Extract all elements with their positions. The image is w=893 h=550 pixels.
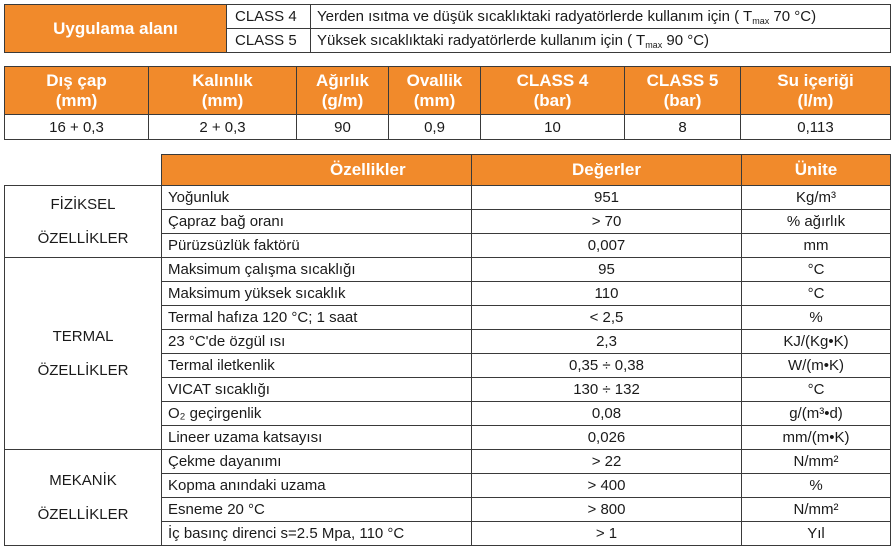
table-row xyxy=(5,258,891,282)
property-unit: KJ/(Kg•K) xyxy=(742,330,891,354)
property-value: > 22 xyxy=(472,450,742,474)
header-value: Değerler xyxy=(472,155,742,186)
property-name: Maksimum çalışma sıcaklığı xyxy=(162,258,472,282)
property-unit: g/(m³•d) xyxy=(742,402,891,426)
property-unit: N/mm² xyxy=(742,450,891,474)
property-unit: % xyxy=(742,306,891,330)
class4-value: 10 xyxy=(481,115,625,140)
property-name: İç basınç direnci s=2.5 Mpa, 110 °C xyxy=(162,522,472,546)
ovality-value: 0,9 xyxy=(389,115,481,140)
property-value: 0,026 xyxy=(472,426,742,450)
class-label: CLASS 4 xyxy=(227,5,311,29)
property-unit: °C xyxy=(742,378,891,402)
property-name: Yoğunluk xyxy=(162,186,472,210)
header-spacer xyxy=(5,155,162,186)
application-table xyxy=(4,4,891,53)
pipe-spec-table xyxy=(4,66,891,140)
header-ovality: Ovallik (mm) xyxy=(389,67,481,115)
property-value: > 1 xyxy=(472,522,742,546)
class-description: Yerden ısıtma ve düşük sıcaklıktaki radyatörlerde kullanım için ( $T_{max}$ 70 °C) xyxy=(311,5,891,29)
property-value: 95 xyxy=(472,258,742,282)
property-value: 0,007 xyxy=(472,234,742,258)
property-unit: N/mm² xyxy=(742,498,891,522)
header-outer-diameter: Dış çap (mm) xyxy=(5,67,149,115)
property-unit: % ağırlık xyxy=(742,210,891,234)
property-name: Çekme dayanımı xyxy=(162,450,472,474)
group-mechanical: MEKANİK ÖZELLİKLER xyxy=(5,450,162,546)
table-row xyxy=(5,450,891,474)
group-physical: FİZİKSEL ÖZELLİKLER xyxy=(5,186,162,258)
property-name: VICAT sıcaklığı xyxy=(162,378,472,402)
class-label: CLASS 5 xyxy=(227,29,311,53)
weight-value: 90 xyxy=(297,115,389,140)
class5-value: 8 xyxy=(625,115,741,140)
property-value: 110 xyxy=(472,282,742,306)
property-value: 0,35 ÷ 0,38 xyxy=(472,354,742,378)
property-value: > 400 xyxy=(472,474,742,498)
property-name: O₂ geçirgenlik xyxy=(162,402,472,426)
property-name: 23 °C'de özgül ısı xyxy=(162,330,472,354)
header-thickness: Kalınlık (mm) xyxy=(149,67,297,115)
properties-header-row xyxy=(5,155,891,186)
property-unit: % xyxy=(742,474,891,498)
property-value: > 70 xyxy=(472,210,742,234)
property-unit: Kg/m³ xyxy=(742,186,891,210)
property-name: Termal hafıza 120 °C; 1 saat xyxy=(162,306,472,330)
header-class4: CLASS 4 (bar) xyxy=(481,67,625,115)
header-unit: Ünite xyxy=(742,155,891,186)
properties-table xyxy=(4,154,891,546)
property-name: Maksimum yüksek sıcaklık xyxy=(162,282,472,306)
property-name: Pürüzsüzlük faktörü xyxy=(162,234,472,258)
property-name: Termal iletkenlik xyxy=(162,354,472,378)
property-value: 0,08 xyxy=(472,402,742,426)
table-row xyxy=(5,186,891,210)
header-property: Özellikler xyxy=(162,155,472,186)
property-unit: °C xyxy=(742,258,891,282)
application-label: Uygulama alanı xyxy=(5,5,227,53)
class-description: Yüksek sıcaklıktaki radyatörlerde kullanım için ( $T_{max}$ 90 °C) xyxy=(311,29,891,53)
property-value: 2,3 xyxy=(472,330,742,354)
property-name: Lineer uzama katsayısı xyxy=(162,426,472,450)
property-unit: W/(m•K) xyxy=(742,354,891,378)
header-weight: Ağırlık (g/m) xyxy=(297,67,389,115)
property-unit: mm xyxy=(742,234,891,258)
header-class5: CLASS 5 (bar) xyxy=(625,67,741,115)
property-value: > 800 xyxy=(472,498,742,522)
pipe-value-row xyxy=(5,115,891,140)
pipe-header-row xyxy=(5,67,891,115)
property-value: < 2,5 xyxy=(472,306,742,330)
property-name: Kopma anındaki uzama xyxy=(162,474,472,498)
property-value: 951 xyxy=(472,186,742,210)
application-row-class4 xyxy=(5,5,891,29)
property-unit: °C xyxy=(742,282,891,306)
group-thermal: TERMAL ÖZELLİKLER xyxy=(5,258,162,450)
property-value: 130 ÷ 132 xyxy=(472,378,742,402)
property-unit: mm/(m•K) xyxy=(742,426,891,450)
water-content-value: 0,113 xyxy=(741,115,891,140)
outer-diameter-value: 16 + 0,3 xyxy=(5,115,149,140)
property-name: Esneme 20 °C xyxy=(162,498,472,522)
property-name: Çapraz bağ oranı xyxy=(162,210,472,234)
header-water-content: Su içeriği (l/m) xyxy=(741,67,891,115)
thickness-value: 2 + 0,3 xyxy=(149,115,297,140)
property-unit: Yıl xyxy=(742,522,891,546)
